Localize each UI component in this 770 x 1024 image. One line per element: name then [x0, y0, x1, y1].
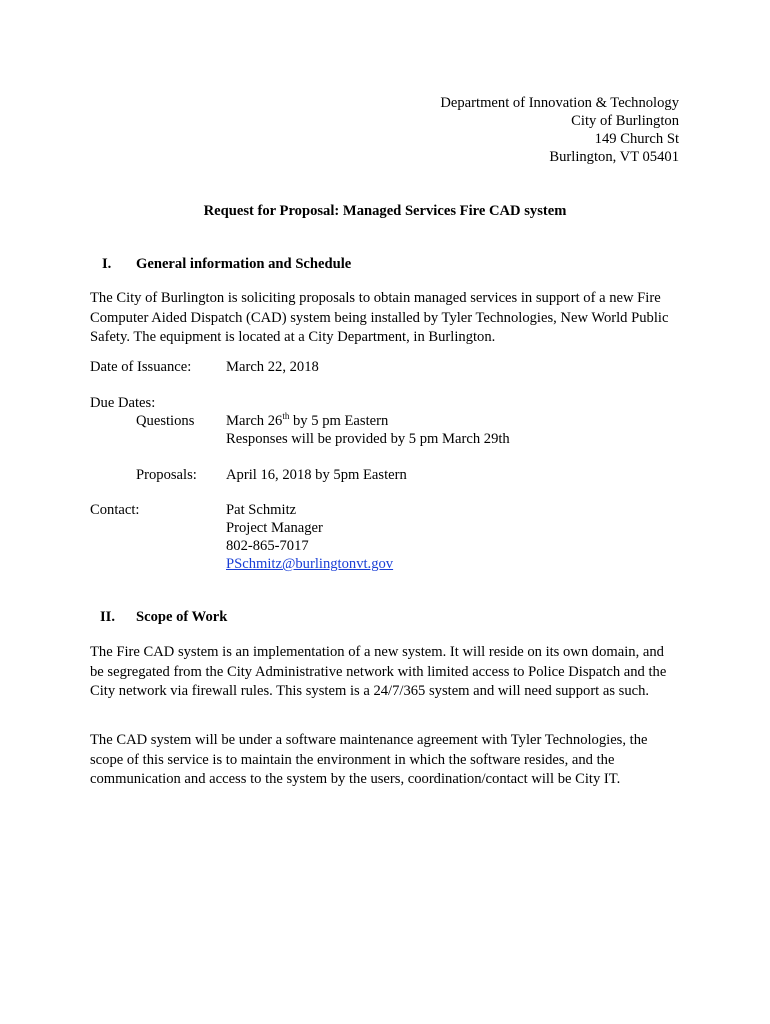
scope-paragraph-1: The Fire CAD system is an implementation of a new system. It will reside on its own domain, and be segregated from the City Administrative network with limited access to Police Dispatch and the City network via firewall rules. This system is a 24/7/365 system and will need support as such. — [90, 644, 667, 700]
city-state-zip: Burlington, VT 05401 — [549, 149, 679, 165]
proposals-label: Proposals: — [136, 467, 197, 483]
issuance-value: March 22, 2018 — [226, 359, 319, 375]
section-2-heading: Scope of Work — [136, 609, 228, 625]
questions-date: March 26 — [226, 413, 283, 429]
contact-title: Project Manager — [226, 520, 323, 536]
proposals-value: April 16, 2018 by 5pm Eastern — [226, 467, 407, 483]
questions-response-note: Responses will be provided by 5 pm March 29th — [226, 431, 510, 447]
section-1-heading: General information and Schedule — [136, 256, 352, 272]
street-address: 149 Church St — [594, 131, 679, 147]
section-2-numeral: II. — [100, 609, 116, 625]
section-1-numeral: I. — [102, 256, 112, 272]
questions-value — [226, 412, 388, 430]
document-title: Request for Proposal: Managed Services Fire CAD system — [203, 203, 567, 219]
issuance-label: Date of Issuance: — [90, 359, 192, 375]
section-1-intro: The City of Burlington is soliciting proposals to obtain managed services in support of a new Fire Computer Aided Dispatch (CAD) system being installed by Tyler Technologies, New World Public Safety. The equipment is located at a City Department, in Burlington. — [90, 290, 669, 346]
contact-label: Contact: — [90, 502, 140, 518]
questions-date-ordinal: th — [282, 411, 290, 422]
scope-paragraph-2: The CAD system will be under a software maintenance agreement with Tyler Technologies, the scope of this service is to maintain the environment in which the software resides, and the communication and access to the system by the users, coordination/contact will be City IT. — [90, 732, 648, 788]
department-name: Department of Innovation & Technology — [440, 95, 679, 111]
contact-phone: 802-865-7017 — [226, 538, 309, 554]
city-name: City of Burlington — [571, 113, 679, 129]
contact-name: Pat Schmitz — [226, 502, 297, 518]
questions-time: by 5 pm Eastern — [289, 413, 389, 429]
questions-label: Questions — [136, 413, 195, 429]
due-dates-label: Due Dates: — [90, 395, 156, 411]
contact-email-link[interactable]: PSchmitz@burlingtonvt.gov — [226, 556, 394, 572]
